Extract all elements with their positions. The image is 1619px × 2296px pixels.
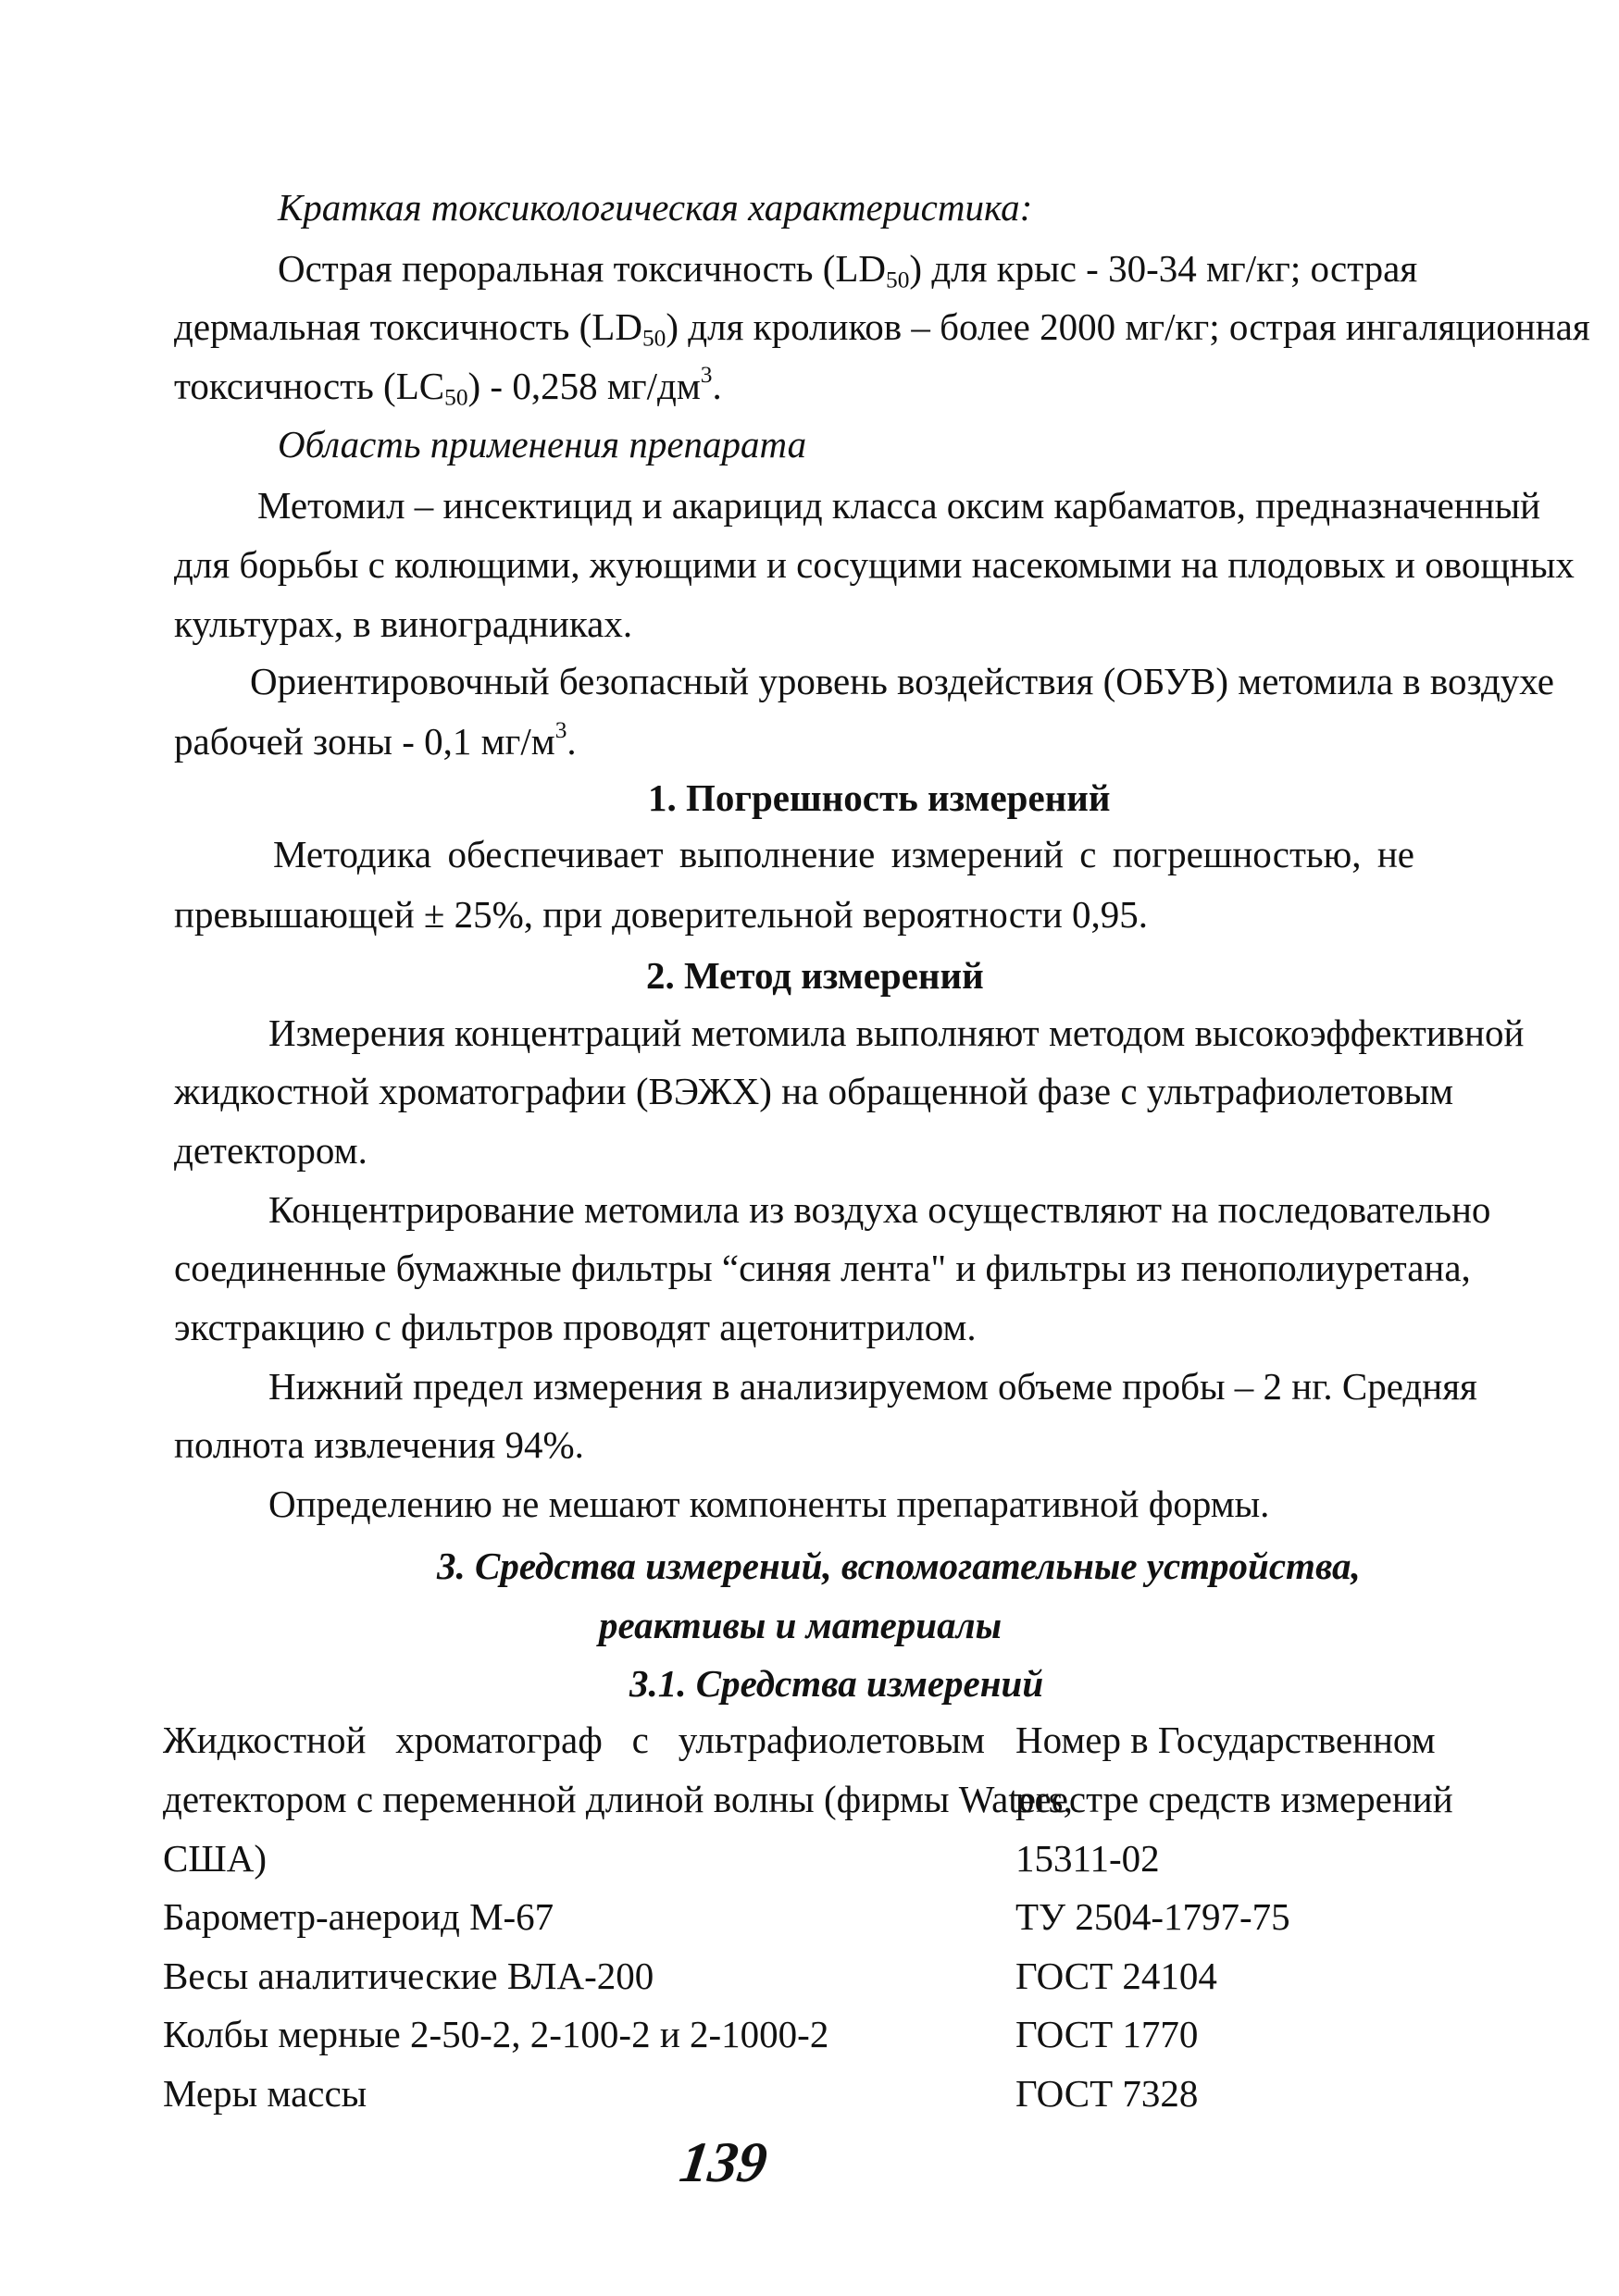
instrument-3-ref: ГОСТ 24104 [1015,1955,1217,1997]
instrument-2-ref: ТУ 2504-1797-75 [1015,1895,1290,1938]
instrument-4-ref: ГОСТ 1770 [1015,2013,1199,2055]
scope-line-3: культурах, в виноградниках. [174,602,633,645]
instrument-1-reg-number: 15311-02 [1015,1837,1160,1880]
obuv-line-1: Ориентировочный безопасный уровень воздействия (ОБУВ) метомила в воздухе [250,660,1554,702]
instrument-1-line-3: США) [163,1837,267,1880]
section-2-line-8: полнота извлечения 94%. [174,1423,584,1466]
instrument-5-name: Меры массы [163,2072,367,2115]
scope-heading: Область применения препарата [278,423,807,465]
section-2-line-2: жидкостной хроматографии (ВЭЖХ) на обращенной фазе с ультрафиолетовым [174,1070,1454,1112]
instrument-5-ref: ГОСТ 7328 [1015,2072,1199,2115]
instrument-2-name: Барометр-анероид М-67 [163,1895,554,1938]
instrument-1-line-2: детектором с переменной длиной волны (фирмы Waters, [163,1778,1073,1820]
toxicology-line-1: Острая пероральная токсичность $(LD_{50})$ для крыс - 30-34 мг/кг; острая [278,247,1418,293]
section-3-title-line-2: реактивы и материалы [599,1604,1003,1646]
section-3-title-line-1: 3. Средства измерений, вспомогательные устройства, [437,1545,1361,1587]
page-number: 139 [676,2131,771,2194]
scope-line-1: Метомил – инсектицид и акарицид класса оксим карбаматов, предназначенный [257,484,1541,527]
section-2-line-1: Измерения концентраций метомила выполняют методом высокоэффективной [268,1011,1525,1054]
section-2-line-5: соединенные бумажные фильтры “синяя лента" и фильтры из пенополиуретана, [174,1247,1471,1289]
toxicology-heading: Краткая токсикологическая характеристика: [278,186,1033,229]
toxicology-line-3: токсичность $(LC_{50}) - 0,258$ $мг/дм^3$. [174,362,722,411]
scope-line-2: для борьбы с колющими, жующими и сосущими насекомыми на плодовых и овощных [174,543,1575,586]
obuv-line-2: рабочей зоны - 0,1 $мг/м^3$. [174,717,577,763]
section-1-title: 1. Погрешность измерений [648,776,1111,819]
section-1-line-1: Методика обеспечивает выполнение измерений с погрешностью, не [273,833,1414,875]
section-2-title: 2. Метод измерений [646,954,984,997]
instrument-1-reg-line-1: Номер в Государственном [1015,1719,1436,1761]
section-2-line-3: детектором. [174,1129,367,1172]
instrument-1-reg-line-2: реестре средств измерений [1015,1778,1453,1820]
instrument-1-line-1: Жидкостной хроматограф с ультрафиолетовым [163,1719,985,1761]
section-2-line-9: Определению не мешают компоненты препаративной формы. [268,1483,1270,1525]
instrument-4-name: Колбы мерные 2-50-2, 2-100-2 и 2-1000-2 [163,2013,829,2055]
toxicology-line-2: дермальная токсичность $(LD_{50})$ для кроликов – более 2000 мг/кг; острая ингаляционная [174,305,1590,352]
section-2-line-7: Нижний предел измерения в анализируемом объеме пробы – 2 нг. Средняя [268,1365,1477,1408]
section-2-line-6: экстракцию с фильтров проводят ацетонитрилом. [174,1306,977,1348]
section-2-line-4: Концентрирование метомила из воздуха осуществляют на последовательно [268,1188,1491,1231]
section-3-1-title: 3.1. Средства измерений [629,1662,1044,1705]
instrument-3-name: Весы аналитические ВЛА-200 [163,1955,654,1997]
section-1-line-2: превышающей ± 25%, при доверительной вероятности 0,95. [174,893,1149,936]
